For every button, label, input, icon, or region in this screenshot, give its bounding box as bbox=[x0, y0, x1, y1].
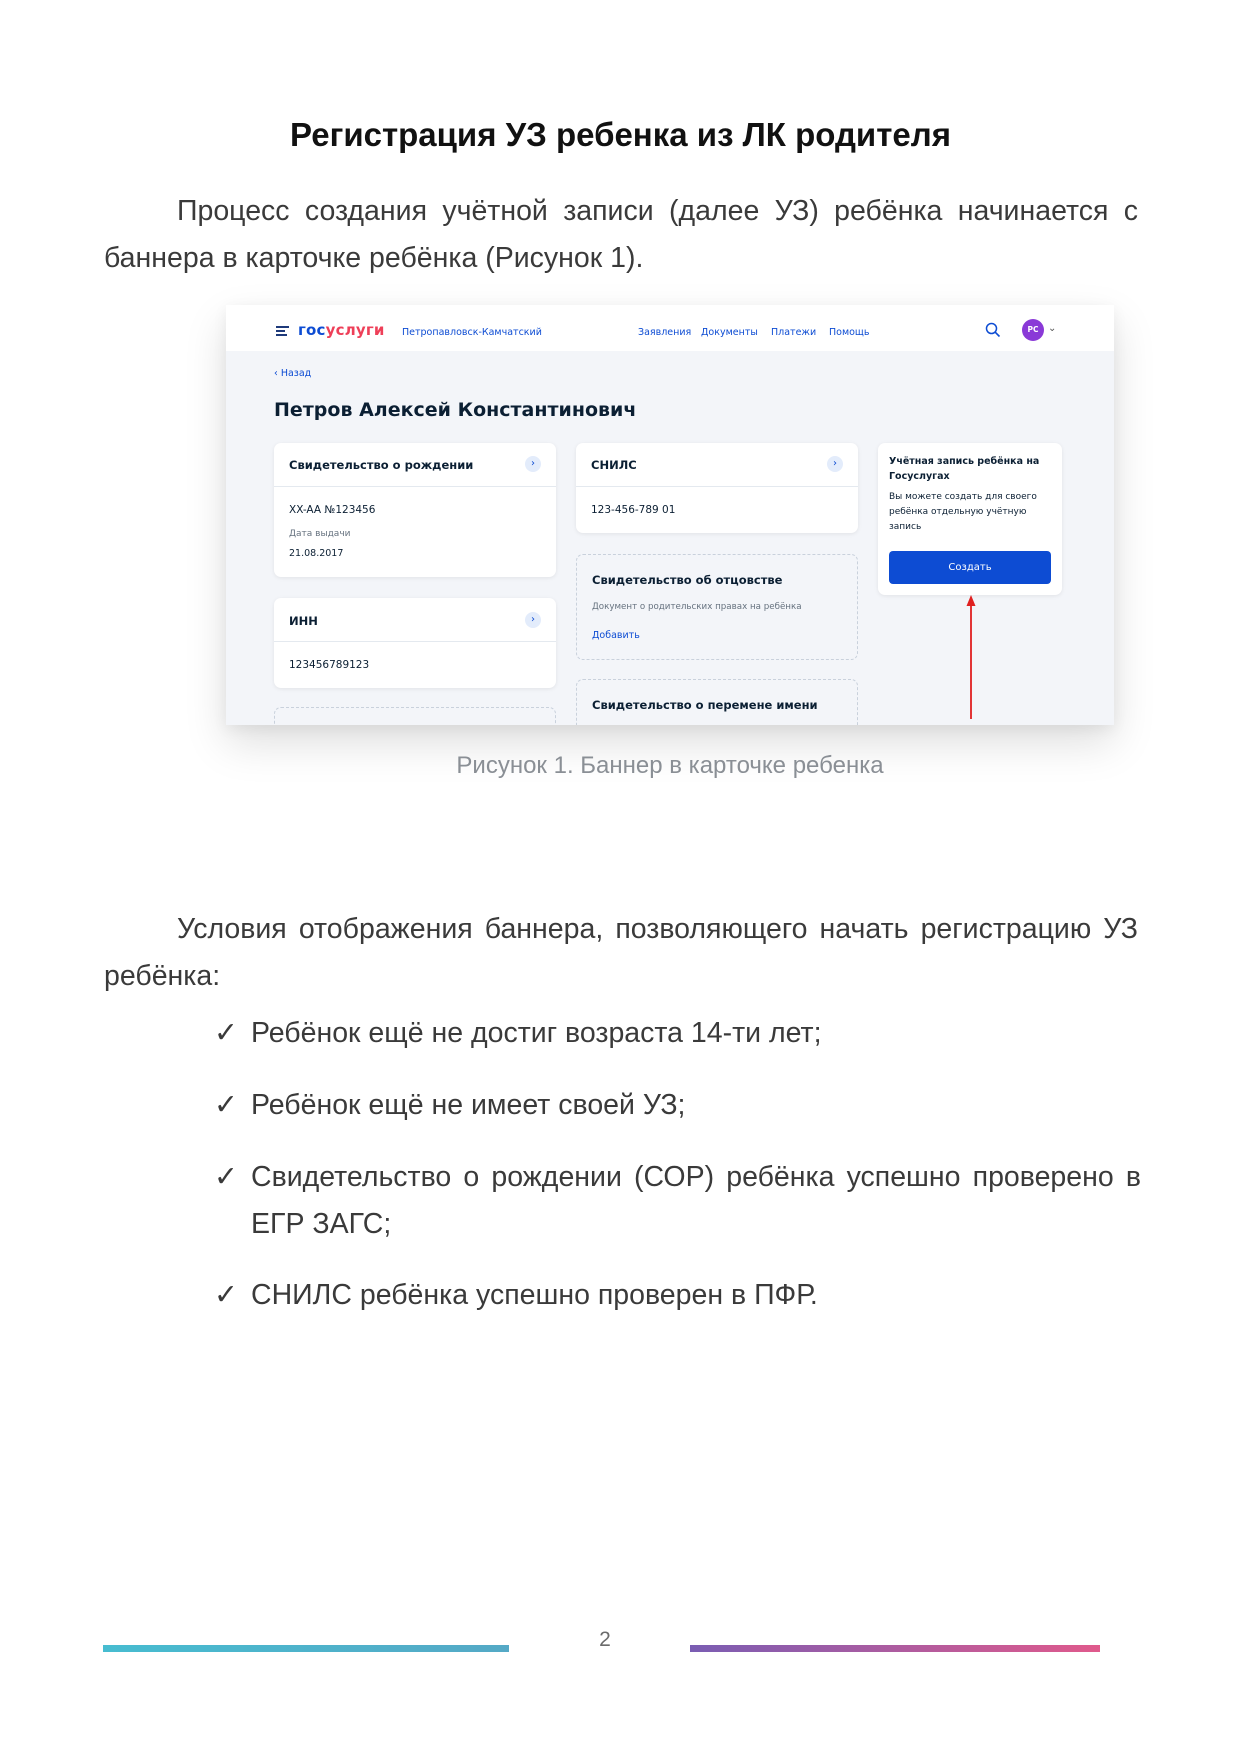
card-title: Свидетельство о перемене имени bbox=[592, 698, 818, 712]
back-link[interactable]: ‹ Назад bbox=[274, 368, 312, 379]
card-title: ИНН bbox=[289, 614, 318, 628]
checkmark-icon: ✓ bbox=[214, 1161, 238, 1193]
card-title: СНИЛС bbox=[591, 458, 637, 472]
document-title: Регистрация УЗ ребенка из ЛК родителя bbox=[290, 116, 951, 153]
child-account-banner bbox=[878, 443, 1062, 595]
annotation-arrow-icon bbox=[964, 595, 978, 719]
certificate-number: XX-AA №123456 bbox=[289, 504, 376, 516]
conditions-intro-paragraph bbox=[104, 906, 1138, 1000]
footer-decor-line-left bbox=[103, 1645, 509, 1652]
condition-text: Свидетельство о рождении (СОР) ребёнка успешно проверено в ЕГР ЗАГС; bbox=[251, 1161, 1141, 1240]
gosuslugi-logo[interactable]: госуслуги bbox=[298, 321, 385, 339]
card-title: Свидетельство о рождении bbox=[289, 458, 474, 472]
checkmark-icon: ✓ bbox=[214, 1089, 238, 1121]
create-account-button[interactable]: Создать bbox=[889, 551, 1051, 584]
city-selector[interactable]: Петропавловск-Камчатский bbox=[402, 327, 542, 338]
inn-card[interactable] bbox=[274, 598, 556, 688]
menu-icon[interactable] bbox=[276, 326, 289, 336]
nav-payments[interactable]: Платежи bbox=[771, 327, 817, 338]
empty-card-placeholder bbox=[274, 707, 556, 725]
intro-paragraph-text: Процесс создания учётной записи (далее УЗ) ребёнка начинается с баннера в карточке ребёнка (Рисунок 1). bbox=[104, 195, 1138, 274]
paternity-certificate-card[interactable] bbox=[576, 554, 858, 660]
banner-text: Вы можете создать для своего ребёнка отдельную учётную запись bbox=[889, 492, 1037, 532]
user-avatar[interactable]: РС bbox=[1022, 319, 1044, 341]
intro-paragraph bbox=[104, 188, 1138, 282]
snils-value: 123-456-789 01 bbox=[591, 504, 676, 516]
divider bbox=[274, 486, 556, 487]
banner-title: Учётная запись ребёнка на Госуслугах bbox=[889, 456, 1040, 482]
divider bbox=[274, 641, 556, 642]
child-full-name: Петров Алексей Константинович bbox=[274, 399, 637, 421]
issue-date-label: Дата выдачи bbox=[289, 529, 351, 539]
chevron-right-icon[interactable]: › bbox=[827, 456, 843, 472]
issue-date: 21.08.2017 bbox=[289, 548, 344, 559]
nav-applications[interactable]: Заявления bbox=[638, 327, 692, 338]
birth-certificate-card[interactable] bbox=[274, 443, 556, 577]
condition-text: Ребёнок ещё не достиг возраста 14-ти лет; bbox=[251, 1017, 822, 1049]
site-header bbox=[226, 305, 1114, 351]
chevron-right-icon[interactable]: › bbox=[525, 456, 541, 472]
figure-caption: Рисунок 1. Баннер в карточке ребенка bbox=[456, 752, 884, 779]
inn-value: 123456789123 bbox=[289, 659, 370, 671]
snils-card[interactable] bbox=[576, 443, 858, 533]
card-description: Документ о родительских правах на ребёнка bbox=[592, 602, 802, 612]
conditions-intro-text: Условия отображения баннера, позволяющего начать регистрацию УЗ ребёнка: bbox=[104, 913, 1138, 992]
condition-text: СНИЛС ребёнка успешно проверен в ПФР. bbox=[251, 1279, 818, 1311]
page-number: 2 bbox=[599, 1628, 611, 1651]
divider bbox=[576, 486, 858, 487]
footer-decor-line-right bbox=[690, 1645, 1100, 1652]
card-title: Свидетельство об отцовстве bbox=[592, 573, 783, 587]
checkmark-icon: ✓ bbox=[214, 1279, 238, 1311]
chevron-down-icon[interactable]: ⌄ bbox=[1048, 323, 1057, 334]
gosuslugi-screenshot bbox=[226, 305, 1114, 725]
nav-documents[interactable]: Документы bbox=[701, 327, 758, 338]
add-paternity-link[interactable]: Добавить bbox=[592, 630, 640, 641]
chevron-right-icon[interactable]: › bbox=[525, 612, 541, 628]
search-icon[interactable] bbox=[985, 322, 1001, 338]
checkmark-icon: ✓ bbox=[214, 1017, 238, 1049]
name-change-certificate-card[interactable] bbox=[576, 679, 858, 725]
condition-text: Ребёнок ещё не имеет своей УЗ; bbox=[251, 1089, 686, 1121]
figure-1 bbox=[226, 305, 1114, 779]
nav-help[interactable]: Помощь bbox=[829, 327, 870, 338]
child-card-page bbox=[226, 351, 1114, 725]
